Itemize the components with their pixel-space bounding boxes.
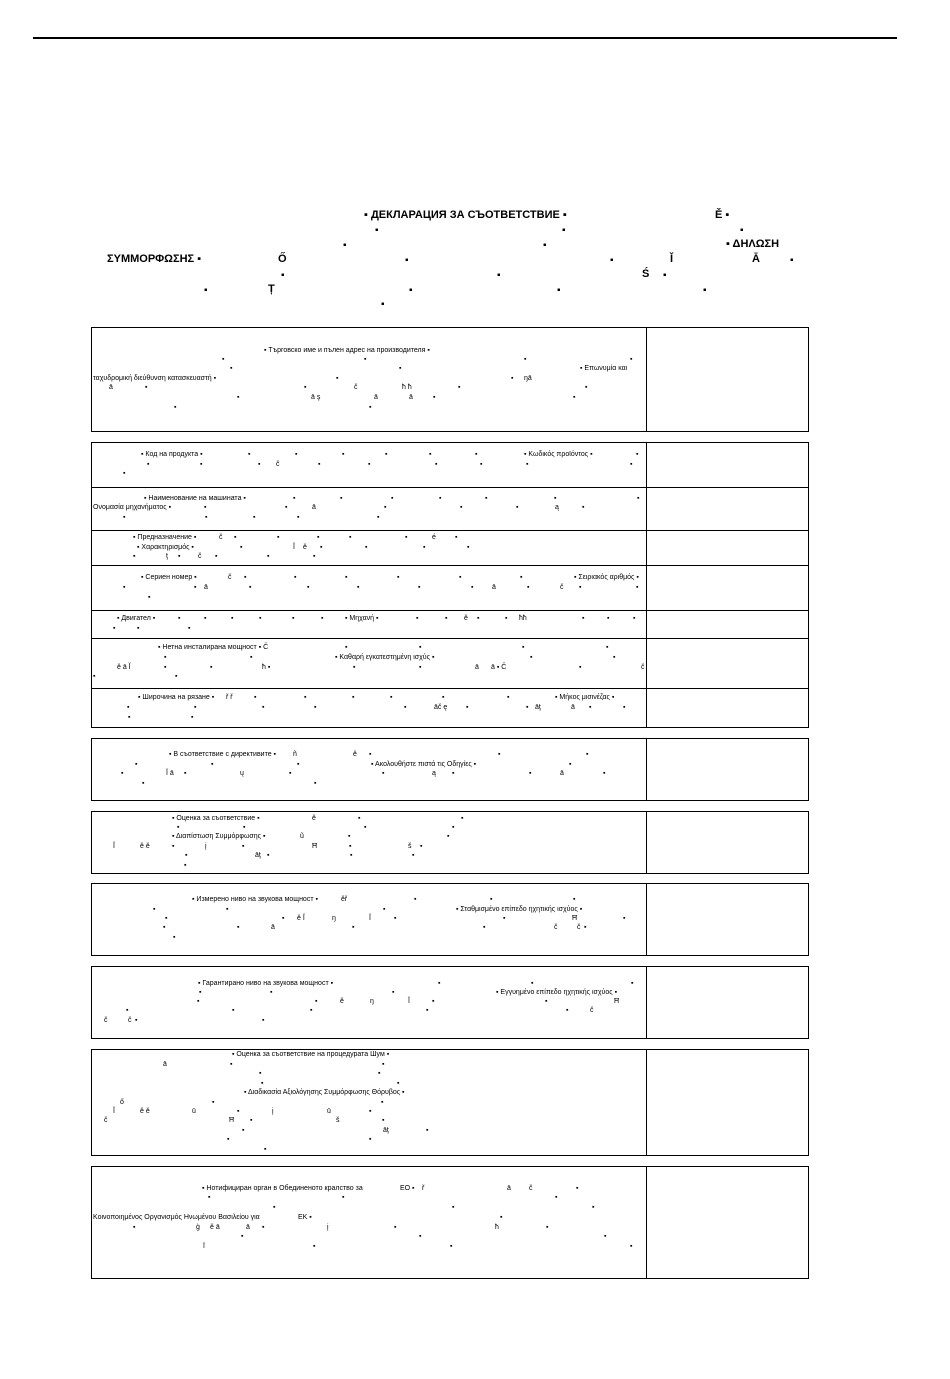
glyph: ā: [475, 664, 479, 671]
glyph: č: [198, 553, 202, 560]
product-section: ▪ Код на продукта ▪ ▪ ▪ ▪ ▪ ▪ ▪ ▪ Κωδικός προϊόντος ▪ ▪ ▪ ▪ ▪ č ▪ ▪ ▪ ▪ ▪ ▪ ▪ ▪ Наименование на машината ▪ ▪ ▪ ▪ ▪ ▪ ▪ ▪ Ονομασία μηχανήματος ▪ ▪ ▪ ā ▪ ▪ ▪ ą ▪ ▪ ▪ ▪ ▪ ▪ ▪ Предназначение ▪ č ▪ ▪ ▪ ▪ ▪ é ▪ ▪ Χαρακτηρισμός ▪ ▪ Ĭ ě ▪ ▪ ▪ ▪ ▪ ţ ▪ č ▪ ▪ ▪ ▪ Сериен номер ▪ č ▪ ▪ ▪ ▪ ▪ ▪ ▪ Σειριακός αριθμός ▪ ▪ ▪ ā ▪ ▪ ▪ ▪ ▪ ā ▪ č ▪ ▪ ▪ ▪ Двигател ▪ ▪ ▪ ▪ ▪ ▪ ▪ ▪ Μηχανή ▪ ▪ ▪ ě ▪ ▪ ħħ ▪ ▪ ▪ ▪ ▪ ▪ ▪ Нетна инсталирана мощност ▪ Č ▪ ▪ ▪ ▪ ▪ ▪ ▪ Καθαρή εγκατεστημένη ισχύς ▪ ▪ ▪ ě ā Ĭ ▪ ▪ ħ ▪ ▪ ▪ ā ā ▪ Č ▪ č ▪ ▪ ▪ Широчина на рязане ▪ ř ř ▪ ▪ ▪ ▪ ▪ ▪ ▪ Μήκος μισινέζας ▪ ▪ ▪ ▪ ▪ ▪ āč ę ▪ ▪ āţ ā ▪ ▪ ▪ ▪: [91, 442, 809, 728]
header-glyph: Ā: [752, 253, 760, 265]
glyph: ě: [303, 544, 307, 551]
glyph: į: [205, 843, 207, 850]
glyph: ā: [204, 584, 208, 591]
notified-label-bg: ▪ Нотифициран орган в Обединеното кралство за: [202, 1185, 363, 1192]
header-glyph: Ő: [278, 253, 287, 265]
header-title-tail: Ě ▪: [715, 209, 730, 221]
engine-label-bg: ▪ Двигател ▪: [117, 615, 156, 622]
glyph: č: [276, 461, 280, 468]
glyph: ŋā: [524, 375, 532, 382]
cutting-width-label-bg: ▪ Широчина на рязане ▪: [138, 694, 215, 701]
glyph: č: [554, 924, 558, 931]
conformity-label-el: ▪ Διαπίστωση Συμμόρφωσης ▪: [172, 833, 266, 840]
glyph: č: [577, 924, 581, 931]
power-label-bg: ▪ Нетна инсталирана мощност ▪ Č: [158, 644, 269, 651]
glyph: Ĭ: [369, 915, 371, 922]
manufacturer-label-el: ▪ Επωνυμία και: [580, 365, 628, 372]
glyph: é: [432, 534, 436, 541]
glyph: ě ā Ĭ: [117, 664, 131, 671]
glyph: ā: [109, 384, 113, 391]
product-code-label-el: ▪ Κωδικός προϊόντος ▪: [524, 451, 593, 458]
glyph: ā: [312, 504, 316, 511]
directives-label-el: ▪ Ακολουθήστε πιστά τις Οδηγίες ▪: [371, 761, 477, 768]
glyph: ŋ: [370, 998, 374, 1005]
glyph: ħħ: [519, 615, 527, 622]
glyph: ā ş: [311, 394, 321, 401]
glyph: č: [228, 574, 232, 581]
glyph: āţ: [535, 704, 541, 711]
header-glyph: Ś: [642, 268, 650, 280]
serial-label-bg: ▪ Сериен номер ▪: [141, 574, 197, 581]
glyph: š: [336, 1117, 340, 1124]
machine-name-label-bg: ▪ Наименование на машината ▪: [144, 495, 246, 502]
glyph: č: [219, 534, 223, 541]
purpose-label-el: ▪ Χαρακτηρισμός ▪: [137, 544, 194, 551]
guaranteed-sound-label-bg: ▪ Гарантирано ниво на звукова мощност ▪: [198, 980, 334, 987]
glyph: č: [128, 1017, 132, 1024]
glyph: ą: [555, 504, 559, 511]
glyph: ū: [192, 1108, 196, 1115]
top-rule: [33, 37, 897, 39]
glyph: ě: [312, 815, 316, 822]
conformity-label-bg: ▪ Оценка за съответствие ▪: [172, 815, 260, 822]
glyph: Ħ: [572, 915, 578, 922]
glyph: Ĭ: [113, 1108, 115, 1115]
manufacturer-section: ▪ Търговско име и пълен адрес на производителя ▪ ▪ ▪ ▪ ▪ ▪ ▪ ▪ Επωνυμία και ταχυδρομική διεύθυνση κατασκευαστή ▪ ▪ ▪ ŋā ā ▪ ▪ č ħ ħ ▪ ▪ ▪ ā ş ā ā ▪ ▪ ▪ ▪: [91, 327, 809, 432]
glyph: ě ě: [140, 1108, 150, 1115]
glyph: ā: [374, 394, 378, 401]
measured-sound-section: ▪ Измерено ниво на звукова мощност ▪ ěř ▪ ▪ ▪ ▪ ▪ ▪ ▪ Σταθμισμένο επίπεδο ηχητικής ισχύος ▪ ▪ ▪ ě Ĭ ŋ Ĭ ▪ ▪ Ħ ▪ ▪ ▪ ā ▪ ▪ č č ▪ ▪: [91, 883, 809, 956]
glyph: ě: [340, 998, 344, 1005]
glyph: ų: [240, 770, 244, 777]
glyph: č: [104, 1017, 108, 1024]
glyph: ŋ: [332, 915, 336, 922]
glyph: ħ: [495, 1224, 499, 1231]
measured-sound-label-el: ▪ Σταθμισμένο επίπεδο ηχητικής ισχύος ▪: [456, 906, 583, 913]
product-code-label-bg: ▪ Код на продукта ▪: [141, 451, 203, 458]
declaration-header: ▪ ДЕКЛАРАЦИЯ ЗА СЪОТВЕТСТВИЕ ▪ Ě ▪ ▪ ▪ ▪ ▪ ▪ ▪ ΔΗΛΩΣΗ ΣΥΜΜΟΡΦΩΣΗΣ ▪ Ő ▪ ▪ Ĭ Ā ▪ ▪ ▪ Ś ▪ ▪ Ț ▪ ▪ ▪ ▪: [107, 209, 794, 310]
glyph: ő: [120, 1099, 124, 1106]
glyph: č: [560, 584, 564, 591]
conformity-section: ▪ Оценка за съответствие ▪ ě ▪ ▪ ▪ ▪ ▪ ▪ ▪ Διαπίστωση Συμμόρφωσης ▪ ũ ▪ ▪ Ĭ ě ě ▪ į ▪ Ħ ▪ š ▪ ▪ āţ ▪ ▪ ▪ ▪: [91, 811, 809, 874]
glyph: ā: [560, 770, 564, 777]
glyph: āţ: [383, 1127, 389, 1134]
header-title-el-2: ΣΥΜΜΟΡΦΩΣΗΣ ▪: [107, 253, 202, 265]
glyph: ñ: [293, 751, 297, 758]
glyph: ř: [422, 1185, 425, 1192]
glyph: ā: [163, 1061, 167, 1068]
glyph: Ħ: [614, 998, 620, 1005]
glyph: ā: [507, 1185, 511, 1192]
glyph: ţ: [166, 553, 168, 560]
glyph: ě Ĭ: [297, 915, 305, 922]
glyph: ā: [492, 584, 496, 591]
glyph: Ĭ: [293, 544, 295, 551]
measured-sound-label-bg: ▪ Измерено ниво на звукова мощност ▪: [192, 896, 318, 903]
glyph: Ĭ: [408, 998, 410, 1005]
directives-section: ▪ В съответствие с директивите ▪ ñ ě ▪ ▪ ▪ ▪ ▪ ▪ ▪ Ακολουθήστε πιστά τις Οδηγίες ▪ ▪ ▪ Ĭ ā ▪ ų ▪ ▪ ą ▪ ▪ ā ▪ ▪ ▪: [91, 738, 809, 801]
notified-body-section: ▪ Нотифициран орган в Обединеното кралство за ЕО ▪ ř ā č ▪ ▪ ▪ ▪ ▪ ▪ ▪ Κοινοποιημένος Οργανισμός Ηνωμένου Βασιλείου για ΕΚ ▪ ▪ ▪ ģ ě ā ā ▪ į ▪ ħ ▪ ▪ ▪ ▪ ĭ ▪ ▪ ▪: [91, 1166, 809, 1279]
notified-label-el-ek: ΕΚ ▪: [298, 1214, 312, 1221]
purpose-label-bg: ▪ Предназначение ▪: [133, 534, 197, 541]
glyph: ħ ħ: [402, 384, 412, 391]
glyph: č: [354, 384, 358, 391]
machine-name-label-el: Ονομασία μηχανήματος ▪: [93, 504, 172, 511]
cutting-width-label-el: ▪ Μήκος μισινέζας ▪: [555, 694, 615, 701]
glyph: š: [408, 843, 412, 850]
guaranteed-sound-section: ▪ Гарантирано ниво на звукова мощност ▪ ▪ ▪ ▪ ▪ ▪ ▪ ▪ Εγγυημένο επίπεδο ηχητικής ισχύος ▪ ▪ ▪ ě ŋ Ĭ ▪ ▪ Ħ ▪ ▪ ▪ ▪ ▪ č č č ▪ ▪: [91, 966, 809, 1039]
manufacturer-label-bg: ▪ Търговско име и пълен адрес на производителя ▪: [264, 347, 430, 354]
glyph: ěř: [341, 896, 348, 903]
procedure-label-el: ▪ Διαδικασία Αξιολόγησης Συμμόρφωσης Θόρυβος ▪: [244, 1089, 405, 1096]
glyph: ě ā: [210, 1224, 220, 1231]
glyph: ř ř: [226, 694, 233, 701]
glyph: ũ: [300, 833, 304, 840]
glyph: ģ: [196, 1224, 200, 1231]
power-label-el: ▪ Καθαρή εγκατεστημένη ισχύς ▪: [335, 654, 435, 661]
glyph: ě ě: [140, 843, 150, 850]
notified-label-bg-eo: ЕО ▪: [400, 1185, 415, 1192]
notified-label-el: Κοινοποιημένος Οργανισμός Ηνωμένου Βασιλείου για: [93, 1214, 260, 1221]
procedure-label-bg: ▪ Оценка за съответствие на процедурата Шум ▪: [232, 1051, 390, 1058]
serial-label-el: ▪ Σειριακός αριθμός ▪: [574, 574, 639, 581]
manufacturer-label-el-2: ταχυδρομική διεύθυνση κατασκευαστή ▪: [93, 375, 217, 382]
glyph: ā: [571, 704, 575, 711]
glyph: ā: [246, 1224, 250, 1231]
header-title-bg: ▪ ДЕКЛАРАЦИЯ ЗА СЪОТВЕТСТВИЕ ▪: [364, 209, 567, 221]
engine-label-el: ▪ Μηχανή ▪: [345, 615, 379, 622]
glyph: ą: [432, 770, 436, 777]
guaranteed-sound-label-el: ▪ Εγγυημένο επίπεδο ηχητικής ισχύος ▪: [496, 989, 618, 996]
glyph: ħ ▪: [262, 664, 271, 671]
glyph: ĭ: [203, 1243, 205, 1250]
glyph: č: [641, 664, 645, 671]
glyph: āţ: [255, 852, 261, 859]
glyph: č: [590, 1007, 594, 1014]
glyph: Ħ: [229, 1117, 235, 1124]
glyph: ā: [271, 924, 275, 931]
glyph: ā ▪ Č: [491, 664, 507, 671]
header-glyph: Ț: [268, 283, 275, 295]
glyph: ū: [327, 1108, 331, 1115]
glyph: āč ę: [434, 704, 448, 711]
glyph: č: [104, 1117, 108, 1124]
glyph: Ĭ: [113, 843, 115, 850]
directives-label-bg: ▪ В съответствие с директивите ▪: [169, 751, 277, 758]
glyph: ě: [464, 615, 468, 622]
glyph: ā: [409, 394, 413, 401]
procedure-section: ▪ Оценка за съответствие на процедурата Шум ▪ ā ▪ ▪ ▪ ▪ ▪ ▪ ▪ Διαδικασία Αξιολόγησης Συμμόρφωσης Θόρυβος ▪ ő ▪ ▪ Ĭ ě ě ū ▪ į ū ▪ č Ħ ▪ š ▪ ▪ āţ ▪ ▪ ▪ ▪: [91, 1049, 809, 1156]
header-title-el: ▪ ΔΗΛΩΣΗ: [726, 238, 780, 250]
glyph: ě: [353, 751, 357, 758]
glyph: Ħ: [312, 843, 318, 850]
glyph: į: [272, 1108, 274, 1115]
glyph: č: [529, 1185, 533, 1192]
header-glyph: Ĭ: [670, 253, 674, 265]
glyph: Ĭ ā: [166, 770, 174, 777]
glyph: į: [327, 1224, 329, 1231]
